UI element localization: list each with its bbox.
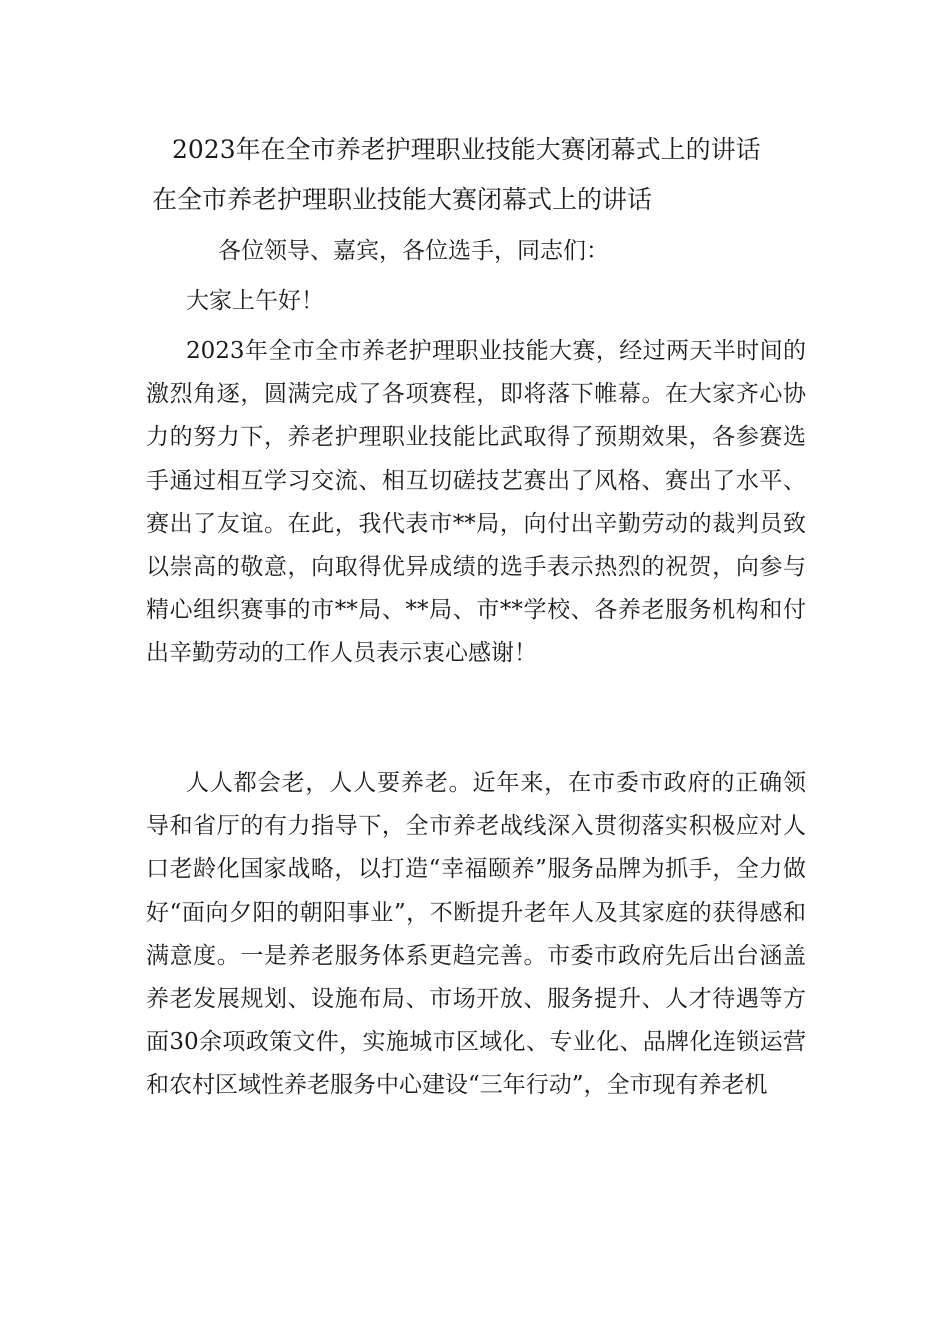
salutation: 各位领导、嘉宾，各位选手，同志们： xyxy=(218,238,609,264)
greeting: 大家上午好！ xyxy=(186,288,324,314)
document-title: 2023年在全市养老护理职业技能大赛闭幕式上的讲话 xyxy=(172,135,761,164)
paragraph: 2023年全市全市养老护理职业技能大赛，经过两天半时间的激烈角逐，圆满完成了各项赛程，即将落下帷幕。在大家齐心协力的努力下，养老护理职业技能比武取得了预期效果，各参赛选手通过相互学习交流、相互切磋技艺赛出了风格、赛出了水平、赛出了友谊。在此，我代表市**局，向付出辛勤劳动的裁判员致以崇高的敬意，向取得优异成绩的选手表示热烈的祝贺，向参与精心组织赛事的市**局、**局、市**学校、各养老服务机构和付出辛勤劳动的工作人员表示衷心感谢！ xyxy=(146,338,806,667)
document-subtitle: 在全市养老护理职业技能大赛闭幕式上的讲话 xyxy=(152,185,653,214)
paragraph: 人人都会老，人人要养老。近年来，在市委市政府的正确领导和省厅的有力指导下，全市养老战线深入贯彻落实积极应对人口老龄化国家战略，以打造“幸福颐养”服务品牌为抓手，全力做好“面向夕阳的朝阳事业”，不断提升老年人及其家庭的获得感和满意度。一是养老服务体系更趋完善。市委市政府先后出台涵盖养老发展规划、设施布局、市场开放、服务提升、人才待遇等方面30余项政策文件，实施城市区域化、专业化、品牌化连锁运营和农村区域性养老服务中心建设“三年行动”，全市现有养老机 xyxy=(146,770,806,1099)
